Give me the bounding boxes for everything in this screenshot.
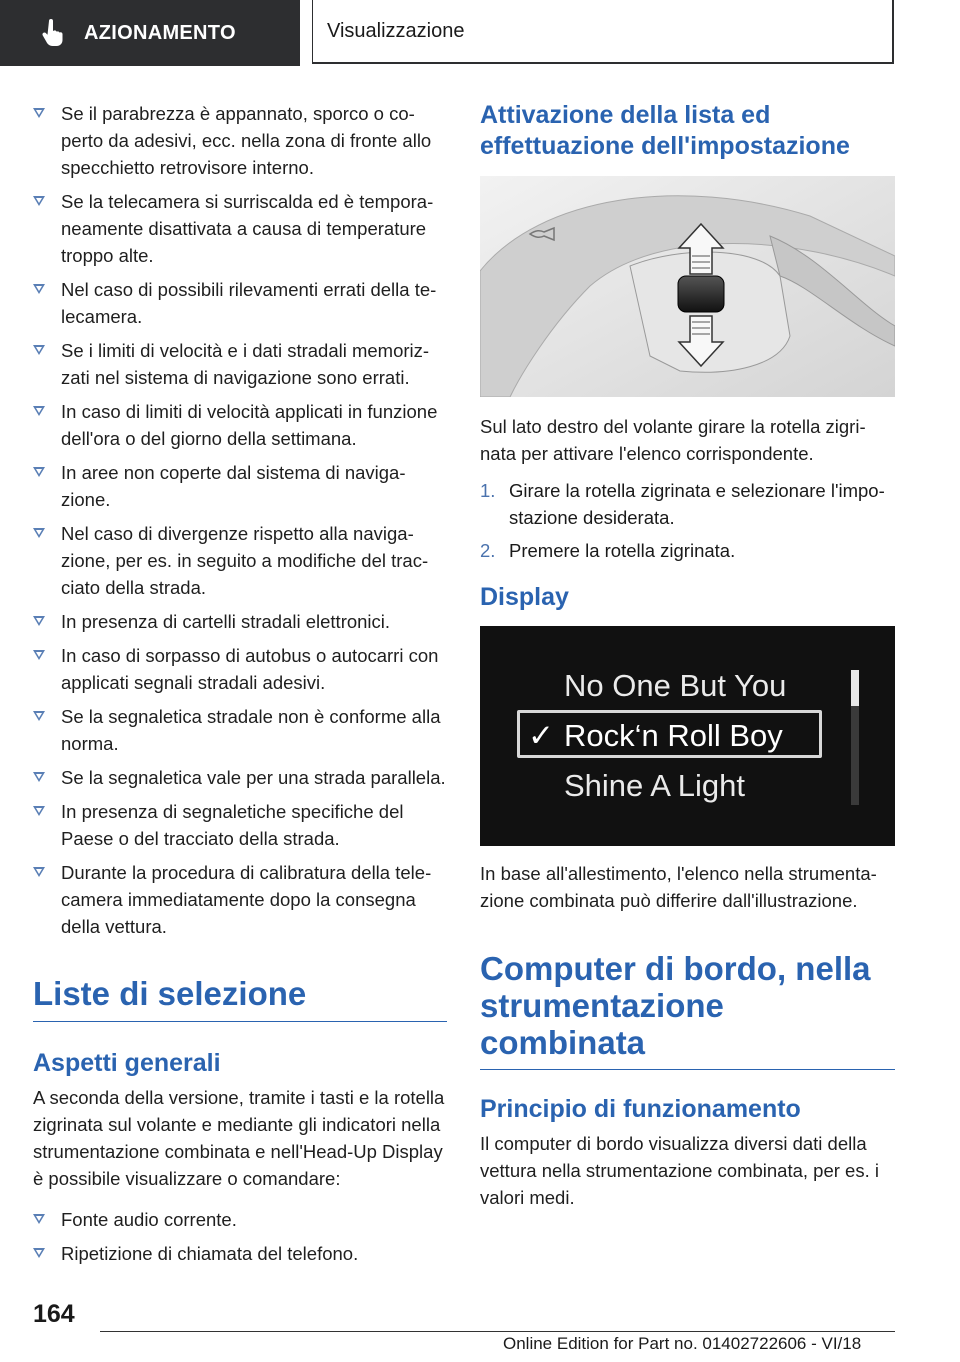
list-item: Se la segnaletica stradale non è conforme alla norma. (33, 703, 447, 757)
bullet-triangle-icon (33, 284, 45, 294)
conditions-list (33, 100, 447, 940)
bullet-triangle-icon (33, 406, 45, 416)
checkmark-icon: ✓ (528, 718, 554, 753)
list-item: Se il parabrezza è appannato, sporco o coperto da adesivi, ecc. nella zona di fronte allo specchietto retrovisore interno. (33, 100, 447, 181)
hand-touch-icon (38, 18, 68, 48)
display-note: In base all'allestimento, l'elenco nella strumentazione combinata può differire dall'illustrazione. (480, 863, 877, 911)
subsection-title-general: Aspetti generali (33, 1049, 221, 1077)
list-item: Ripetizione di chiamata del telefono. (33, 1240, 447, 1267)
principle-paragraph: Il computer di bordo visualizza diversi dati della vettura nella strumentazione combinata, per es. i valori medi. (480, 1133, 879, 1208)
bullet-triangle-icon (33, 867, 45, 877)
subsection-title-activation: Attivazione della lista ed effettuazione dell'impostazione (480, 101, 850, 160)
display-item: No One But You (564, 668, 787, 703)
chapter-label: AZIONAMENTO (84, 21, 236, 44)
bullet-triangle-icon (33, 1214, 45, 1224)
display-item-selected: Rock‘n Roll Boy (564, 718, 783, 753)
section-label: Visualizzazione (327, 19, 465, 42)
bullet-triangle-icon (33, 650, 45, 660)
list-item: Durante la procedura di calibratura della telecamera immediatamente dopo la consegna della vettura. (33, 859, 447, 940)
bullet-triangle-icon (33, 528, 45, 538)
list-item: In caso di limiti di velocità applicati in funzione dell'ora o del giorno della settimana. (33, 398, 447, 452)
display-scroll-thumb (851, 670, 859, 706)
list-item: In aree non coperte dal sistema di navigazione. (33, 459, 447, 513)
list-item: Se i limiti di velocità e i dati stradali memorizzati nel sistema di navigazione sono errati. (33, 337, 447, 391)
section-tab (312, 0, 894, 64)
chapter-tab (0, 0, 300, 66)
display-illustration (480, 626, 895, 846)
section-title-selection-lists: Liste di selezione (33, 975, 447, 1022)
bullet-triangle-icon (33, 1248, 45, 1258)
right-column (480, 100, 895, 1211)
list-item: In presenza di cartelli stradali elettronici. (33, 608, 447, 635)
bullet-triangle-icon (33, 772, 45, 782)
section-title-onboard-computer: Computer di bordo, nella strumentazione combinata (480, 950, 895, 1070)
bullet-triangle-icon (33, 345, 45, 355)
bullet-triangle-icon (33, 616, 45, 626)
steering-wheel-illustration (480, 176, 895, 397)
steps-list (480, 477, 895, 564)
display-item: Shine A Light (564, 768, 745, 803)
list-item: 2. Premere la rotella zigrinata. (480, 540, 736, 561)
list-item: Se la segnaletica vale per una strada parallela. (33, 764, 447, 791)
list-item: Nel caso di possibili rilevamenti errati della telecamera. (33, 276, 447, 330)
page-header (0, 0, 960, 66)
bullet-triangle-icon (33, 806, 45, 816)
subsection-title-principle: Principio di funzionamento (480, 1095, 801, 1123)
list-item: In caso di sorpasso di autobus o autocarri con applicati segnali stradali adesivi. (33, 642, 447, 696)
list-item: Nel caso di divergenze rispetto alla navigazione, per es. in seguito a modifiche del tracciato della strada. (33, 520, 447, 601)
bullet-triangle-icon (33, 108, 45, 118)
footer-edition: Online Edition for Part no. 01402722606 - VI/18 (503, 1334, 862, 1353)
list-item: Se la telecamera si surriscalda ed è temporaneamente disattivata a causa di temperature troppo alte. (33, 188, 447, 269)
page-number: 164 (33, 1300, 75, 1328)
controllable-items-list (33, 1206, 447, 1267)
intro-paragraph: A seconda della versione, tramite i tasti e la rotella zigrinata sul volante e mediante gli indicatori nella strumentazione combinata e nell'Head-Up Display è possibile visualizzare o comandare: (33, 1087, 445, 1189)
bullet-triangle-icon (33, 711, 45, 721)
left-column (33, 100, 447, 1274)
footer-divider (100, 1331, 895, 1332)
bullet-triangle-icon (33, 196, 45, 206)
list-item: 1. Girare la rotella zigrinata e selezionare l'impostazione desiderata. (480, 480, 885, 528)
bullet-triangle-icon (33, 467, 45, 477)
list-item: In presenza di segnaletiche specifiche del Paese o del tracciato della strada. (33, 798, 447, 852)
list-item: Fonte audio corrente. (33, 1206, 447, 1233)
activation-paragraph: Sul lato destro del volante girare la rotella zigrinata per attivare l'elenco corrispondente. (480, 416, 866, 464)
subsection-title-display: Display (480, 583, 569, 611)
